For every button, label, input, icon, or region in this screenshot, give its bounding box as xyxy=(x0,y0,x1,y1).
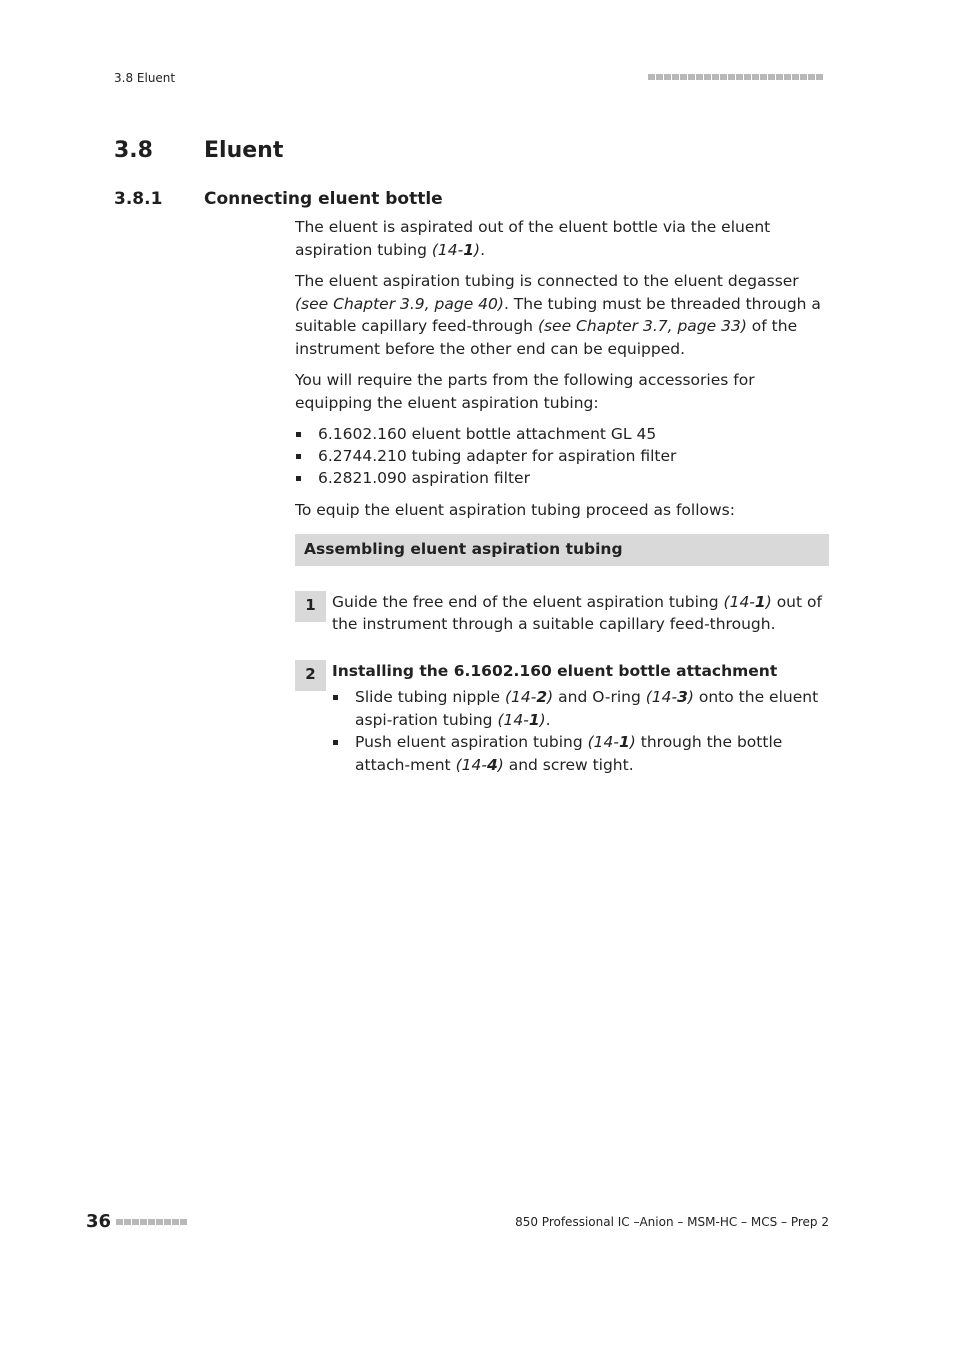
paragraph-1: The eluent is aspirated out of the eluent bottle via the eluent aspiration tubing (14-1). xyxy=(295,218,771,259)
paragraph-2: The eluent aspiration tubing is connected to the eluent degasser (see Chapter 3.9, page 40). The tubing must be threaded through a suitable capillary feed-through (see Chapter 3.7, page 33) of the instrument before the other end can be equipped. xyxy=(295,272,821,358)
accessories-list xyxy=(295,423,829,489)
list-item: Push eluent aspiration tubing (14-1) through the bottle attach-ment (14-4) and screw tight. xyxy=(332,731,829,776)
step-number: 2 xyxy=(295,660,326,691)
running-header-section: 3.8 Eluent xyxy=(114,71,176,85)
list-item: 6.1602.160 eluent bottle attachment GL 45 xyxy=(295,423,829,445)
page-number: 36 xyxy=(86,1211,112,1232)
paragraph-3: You will require the parts from the following accessories for equipping the eluent aspiration tubing: xyxy=(295,371,755,412)
heading-3-8 xyxy=(114,138,283,163)
footer-product: 850 Professional IC –Anion – MSM-HC – MCS – Prep 2 xyxy=(515,1215,829,1229)
figure-ref: (14-1) xyxy=(431,240,481,259)
cross-reference-link[interactable]: (see Chapter 3.9, page 40) xyxy=(295,294,504,313)
step-2-substeps xyxy=(332,686,829,776)
subheading-title: Connecting eluent bottle xyxy=(204,189,443,209)
step-number: 1 xyxy=(295,591,326,622)
list-item: 6.2821.090 aspiration filter xyxy=(295,467,829,489)
footer-decoration xyxy=(116,1219,187,1225)
cross-reference-link[interactable]: (see Chapter 3.7, page 33) xyxy=(537,317,747,335)
header-decoration xyxy=(648,74,823,80)
footer-page xyxy=(86,1211,187,1232)
figure-ref: (14-1) xyxy=(723,592,772,611)
paragraph-4: To equip the eluent aspiration tubing proceed as follows: xyxy=(295,501,735,519)
heading-number: 3.8 xyxy=(114,138,153,163)
step-1 xyxy=(295,591,829,636)
step-2 xyxy=(295,660,829,777)
list-item: 6.2744.210 tubing adapter for aspiration filter xyxy=(295,445,829,467)
heading-3-8-1 xyxy=(114,189,443,209)
step-text: Guide the free end of the eluent aspiration tubing (14-1) out of the instrument through a suitable capillary feed-through. xyxy=(332,592,822,633)
heading-title: Eluent xyxy=(204,138,284,163)
step-title: Installing the 6.1602.160 eluent bottle attachment xyxy=(332,661,778,680)
body-content xyxy=(295,216,829,776)
list-item: Slide tubing nipple (14-2) and O-ring (14-3) onto the eluent aspi-ration tubing (14-1). xyxy=(332,686,829,731)
procedure-title-box: Assembling eluent aspiration tubing xyxy=(295,534,829,566)
subheading-number: 3.8.1 xyxy=(114,189,163,209)
